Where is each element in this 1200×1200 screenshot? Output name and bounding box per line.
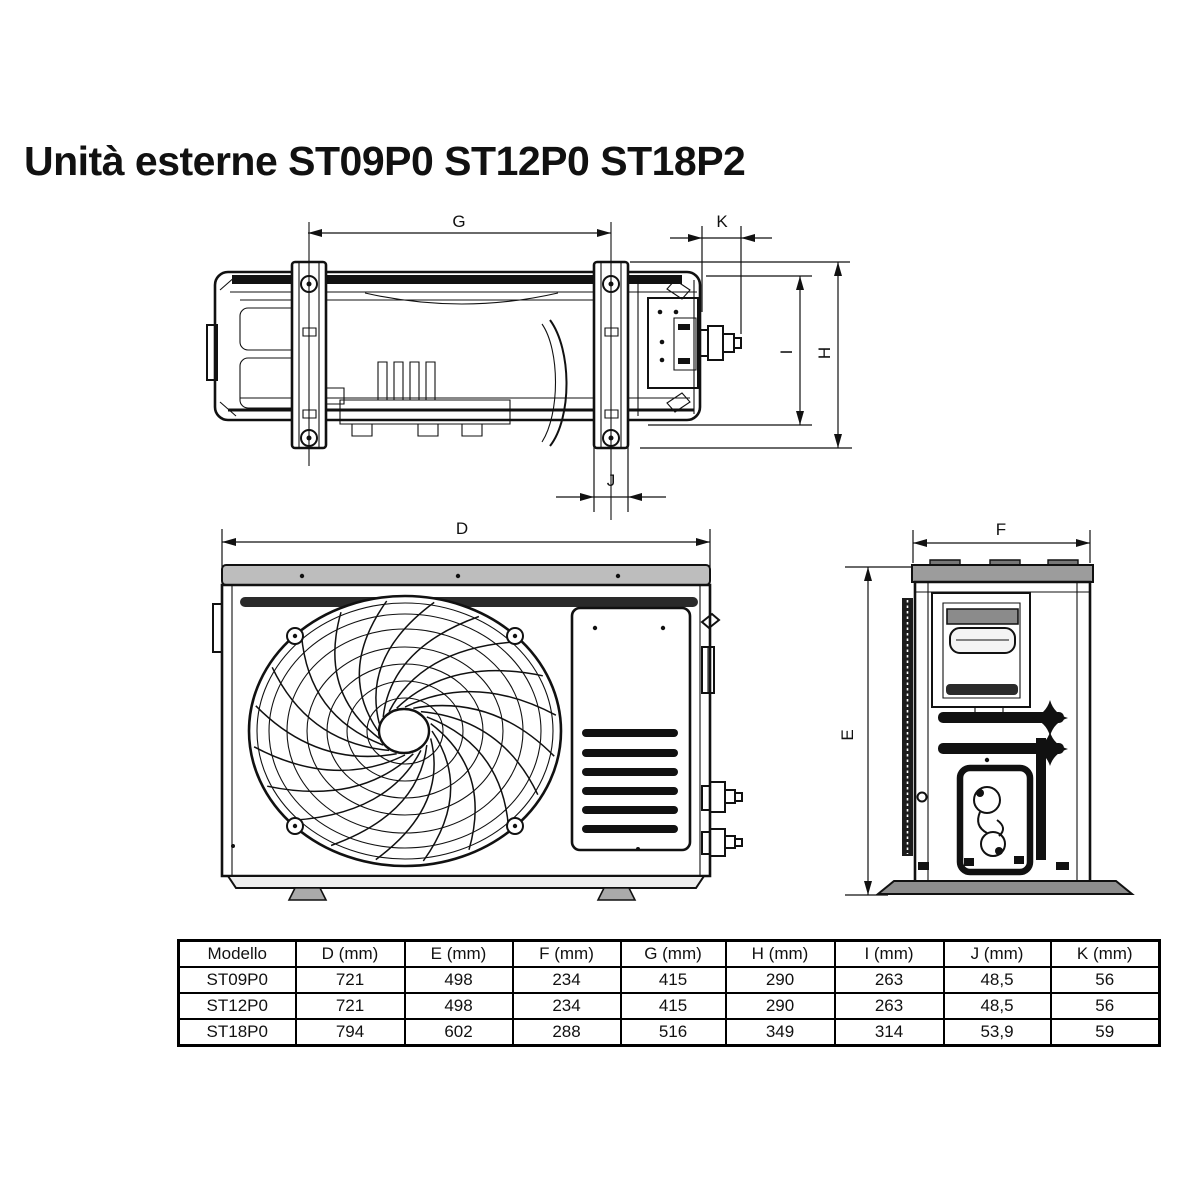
table-cell: 263 (835, 967, 944, 993)
compressor-detail (322, 362, 510, 436)
table-cell: 415 (621, 993, 726, 1019)
header-cell: G (mm) (621, 941, 726, 968)
table-cell: 290 (726, 993, 835, 1019)
service-panel (572, 608, 690, 850)
side-top-cover (912, 560, 1093, 582)
table-cell: 48,5 (944, 993, 1051, 1019)
fan-grille (249, 596, 561, 866)
top-view-drawing (207, 212, 852, 520)
table-cell: 349 (726, 1019, 835, 1046)
table-cell: 415 (621, 967, 726, 993)
table-cell: 234 (513, 967, 621, 993)
table-cell: 314 (835, 1019, 944, 1046)
foot-left (289, 888, 326, 900)
side-base-plate (878, 881, 1132, 894)
header-cell: J (mm) (944, 941, 1051, 968)
valve-access-opening (960, 768, 1030, 872)
dimension-g (308, 212, 611, 237)
table-cell: 498 (405, 967, 513, 993)
dim-label-g: G (452, 212, 466, 231)
table-cell: ST18P0 (179, 1019, 296, 1046)
dim-label-e: E (838, 729, 857, 741)
dim-label-d: D (455, 519, 469, 538)
top-cover (222, 565, 710, 585)
table-cell: 56 (1051, 967, 1160, 993)
header-cell: F (mm) (513, 941, 621, 968)
table-cell: 234 (513, 993, 621, 1019)
fan-hub (379, 709, 429, 753)
table-cell: 516 (621, 1019, 726, 1046)
table-cell: 53,9 (944, 1019, 1051, 1046)
top-air-slot (240, 597, 698, 607)
header-cell: E (mm) (405, 941, 513, 968)
service-valve-top-view (700, 326, 741, 360)
dim-label-j: J (606, 471, 616, 490)
header-cell: K (mm) (1051, 941, 1160, 968)
table-cell: 602 (405, 1019, 513, 1046)
table-cell: 721 (296, 993, 405, 1019)
front-view-drawing (213, 519, 742, 900)
header-cell: D (mm) (296, 941, 405, 968)
table-row (179, 967, 1160, 993)
page-title: Unità esterne ST09P0 ST12P0 ST18P2 (24, 138, 746, 184)
pipe-channel (1036, 738, 1046, 860)
mounting-bracket-left (292, 222, 326, 466)
table-cell: 288 (513, 1019, 621, 1046)
table-row (179, 1019, 1160, 1046)
dimensions-table (177, 939, 1161, 1047)
header-cell: H (mm) (726, 941, 835, 968)
base-pan (228, 876, 704, 888)
table-cell: ST12P0 (179, 993, 296, 1019)
table-cell: 721 (296, 967, 405, 993)
table-cell: 56 (1051, 993, 1160, 1019)
dimension-d (222, 519, 710, 567)
side-view-drawing (838, 520, 1132, 895)
table-cell: 48,5 (944, 967, 1051, 993)
table-cell: 59 (1051, 1019, 1160, 1046)
table-cell: 794 (296, 1019, 405, 1046)
table-cell: 498 (405, 993, 513, 1019)
header-cell: I (mm) (835, 941, 944, 968)
dim-label-k: K (716, 212, 728, 231)
dim-label-h: H (815, 346, 834, 360)
table-cell: ST09P0 (179, 967, 296, 993)
coil-fin-strip (902, 598, 913, 856)
table-header-row (179, 941, 1160, 968)
foot-right (598, 888, 635, 900)
dimension-f (913, 520, 1090, 563)
dim-label-i: I (777, 349, 796, 355)
electrical-box-top-view (622, 276, 698, 416)
table-row (179, 993, 1160, 1019)
fan-scroll-curve (550, 320, 567, 446)
header-cell: Modello (179, 941, 296, 968)
table-cell: 290 (726, 967, 835, 993)
table-cell: 263 (835, 993, 944, 1019)
dim-label-f: F (995, 520, 1007, 539)
